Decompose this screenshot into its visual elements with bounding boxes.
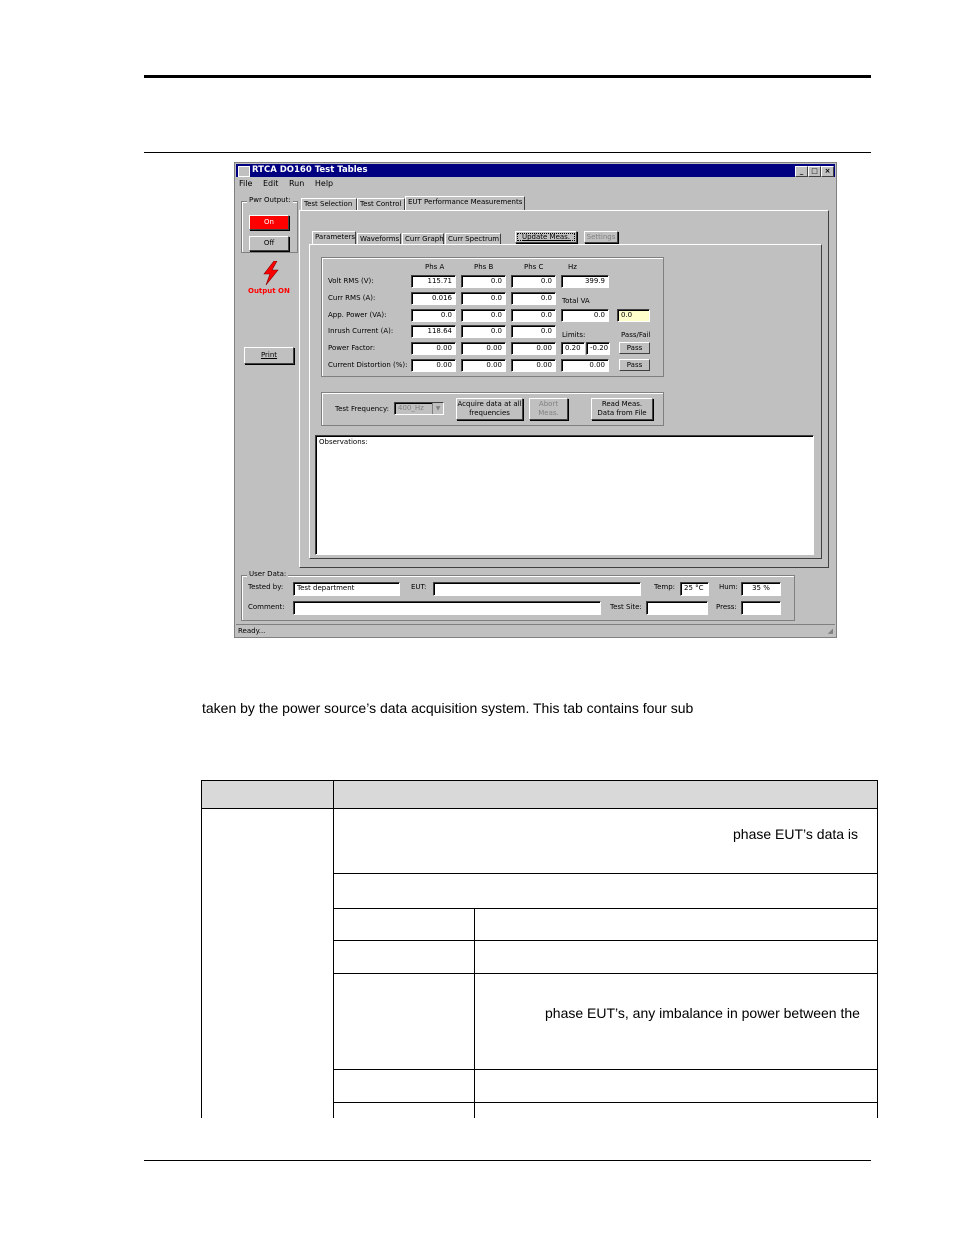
- acquire-line-1: Acquire data at all: [457, 400, 522, 408]
- pass-fail-label: Pass/Fail: [621, 331, 651, 339]
- menu-bar: [239, 179, 341, 188]
- row-label: App. Power (VA):: [328, 311, 387, 319]
- press-input[interactable]: [741, 601, 781, 615]
- app-power-a: 0.0: [411, 309, 456, 322]
- volt-hz: 399.9: [561, 275, 609, 288]
- off-button[interactable]: Off: [249, 236, 289, 251]
- window-title: RTCA DO160 Test Tables: [252, 165, 368, 175]
- menu-help[interactable]: Help: [314, 179, 334, 188]
- menu-run[interactable]: Run: [288, 179, 305, 188]
- user-data-label: User Data:: [249, 570, 287, 578]
- table-line: [333, 780, 334, 1118]
- table-line: [201, 780, 202, 1118]
- table-line: [877, 780, 878, 1118]
- row-label: Inrush Current (A):: [328, 327, 394, 335]
- menu-edit[interactable]: Edit: [262, 179, 279, 188]
- table-line: [333, 908, 878, 909]
- resize-grip-icon[interactable]: ◢: [827, 627, 833, 635]
- hum-input[interactable]: 35 %: [741, 582, 781, 596]
- test-frequency-value: 400_Hz: [398, 404, 424, 412]
- status-text: Ready...: [238, 627, 266, 635]
- test-site-label: Test Site:: [610, 603, 642, 611]
- read-line-1: Read Meas.: [601, 400, 643, 408]
- menu-file[interactable]: File: [239, 179, 253, 188]
- output-status: Output ON: [248, 287, 290, 295]
- lightning-bolt-icon: [260, 261, 282, 285]
- app-power-c: 0.0: [511, 309, 556, 322]
- header-rule: [144, 75, 871, 78]
- table-cell-text: phase EUT’s, any imbalance in power between the: [545, 1005, 860, 1021]
- volt-rms-b: 0.0: [461, 275, 506, 288]
- press-label: Press:: [716, 603, 737, 611]
- col-phs-c: Phs C: [524, 263, 544, 271]
- tab-test-control[interactable]: Test Control: [357, 198, 405, 210]
- table-line: [201, 780, 878, 781]
- test-site-input[interactable]: [646, 601, 708, 615]
- read-line-2: Data from File: [597, 409, 647, 417]
- pf-b: 0.00: [461, 342, 506, 355]
- table-line: [333, 873, 878, 874]
- status-bar: [236, 624, 835, 637]
- row-label: Power Factor:: [328, 344, 376, 352]
- abort-meas-button[interactable]: [529, 398, 568, 420]
- col-phs-b: Phs B: [474, 263, 494, 271]
- inrush-c: 0.0: [511, 325, 556, 338]
- eut-label: EUT:: [411, 583, 427, 591]
- limits-label: Limits:: [562, 331, 586, 339]
- on-button[interactable]: On: [249, 215, 289, 230]
- acquire-data-button[interactable]: [456, 398, 523, 420]
- col-phs-a: Phs A: [425, 263, 445, 271]
- temp-label: Temp:: [654, 583, 676, 591]
- abort-line-1: Abort: [538, 400, 559, 408]
- footer-rule: [144, 1160, 871, 1161]
- dist-c: 0.00: [511, 359, 556, 372]
- curr-rms-a: 0.016: [411, 292, 456, 305]
- maximize-button[interactable]: □: [808, 166, 821, 177]
- body-paragraph: taken by the power source’s data acquisition system. This tab contains four sub: [202, 700, 694, 716]
- table-line: [333, 940, 878, 941]
- test-frequency-label: Test Frequency:: [335, 405, 390, 413]
- close-button[interactable]: ×: [821, 166, 834, 177]
- volt-rms-a: 115.71: [411, 275, 456, 288]
- app-power-total: 0.0: [561, 309, 609, 322]
- tab-eut-performance[interactable]: EUT Performance Measurements: [405, 196, 525, 210]
- tested-by-input[interactable]: Test department: [293, 582, 400, 596]
- header-rule-thin: [144, 152, 871, 153]
- table-line: [333, 973, 878, 974]
- dist-b: 0.00: [461, 359, 506, 372]
- minimize-button[interactable]: _: [795, 166, 808, 177]
- table-line: [333, 1102, 878, 1103]
- tab-waveforms[interactable]: Waveforms: [357, 233, 401, 244]
- eut-input[interactable]: [433, 582, 641, 596]
- col-hz: Hz: [568, 263, 577, 271]
- inrush-b: 0.0: [461, 325, 506, 338]
- read-meas-button[interactable]: [591, 398, 653, 420]
- update-meas-button[interactable]: Update Meas.: [515, 231, 577, 243]
- row-label: Current Distortion (%):: [328, 361, 408, 369]
- table-line: [201, 808, 878, 809]
- dist-pass-indicator: Pass: [619, 359, 650, 371]
- pf-limit-low[interactable]: 0.20: [561, 342, 585, 355]
- table-header-row: [201, 780, 878, 809]
- pwr-output-label: Pwr Output:: [249, 196, 291, 204]
- acquire-line-2: frequencies: [469, 409, 510, 417]
- tested-by-label: Tested by:: [248, 583, 284, 591]
- tab-curr-spectrum[interactable]: Curr Spectrum: [445, 233, 501, 244]
- app-power-b: 0.0: [461, 309, 506, 322]
- pf-limit-high[interactable]: -0.20: [586, 342, 610, 355]
- volt-rms-c: 0.0: [511, 275, 556, 288]
- title-bar: [236, 164, 835, 177]
- test-frequency-select[interactable]: [394, 402, 444, 415]
- app-window: [234, 162, 837, 638]
- pf-a: 0.00: [411, 342, 456, 355]
- tab-parameters[interactable]: Parameters: [312, 231, 356, 244]
- table-cell-text: phase EUT’s data is: [733, 826, 859, 842]
- abort-line-2: Meas.: [538, 409, 559, 417]
- total-va-label: Total VA: [562, 297, 590, 305]
- dist-a: 0.00: [411, 359, 456, 372]
- row-label: Curr RMS (A):: [328, 294, 376, 302]
- tab-curr-graph[interactable]: Curr Graph: [402, 233, 444, 244]
- observations-textarea[interactable]: Observations:: [315, 435, 814, 555]
- hum-label: Hum:: [719, 583, 738, 591]
- comment-label: Comment:: [248, 603, 285, 611]
- chevron-down-icon[interactable]: ▼: [432, 403, 443, 414]
- inrush-a: 118.64: [411, 325, 456, 338]
- pf-c: 0.00: [511, 342, 556, 355]
- curr-rms-c: 0.0: [511, 292, 556, 305]
- app-power-extra: 0.0: [617, 309, 650, 322]
- table-line: [474, 908, 475, 1118]
- row-label: Volt RMS (V):: [328, 277, 374, 285]
- table-line: [333, 1069, 878, 1070]
- app-icon: [238, 166, 250, 177]
- temp-input[interactable]: 25 °C: [680, 582, 709, 596]
- comment-input[interactable]: [293, 601, 601, 615]
- settings-button[interactable]: Settings: [584, 231, 618, 243]
- print-button[interactable]: Print: [244, 347, 294, 364]
- dist-total: 0.00: [561, 359, 609, 372]
- tab-test-selection[interactable]: Test Selection: [301, 198, 357, 210]
- curr-rms-b: 0.0: [461, 292, 506, 305]
- pf-pass-indicator: Pass: [619, 342, 650, 354]
